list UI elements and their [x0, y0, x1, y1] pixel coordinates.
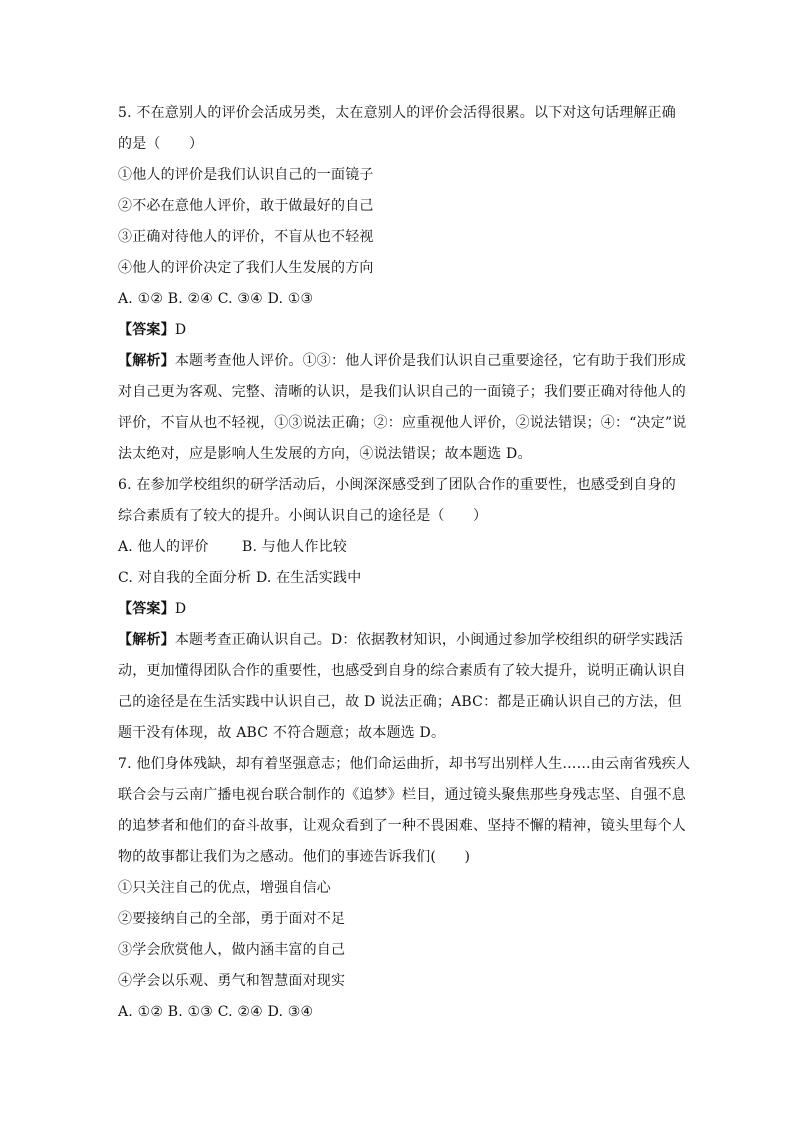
answer-tag: 【答案】	[118, 322, 175, 338]
question-5-stem-line2: 的是（ ）	[118, 136, 204, 152]
question-6	[118, 470, 686, 749]
question-6-stem-line1: 6. 在参加学校组织的研学活动后，小闽深深感受到了团队合作的重要性，也感受到自身的	[118, 477, 677, 493]
question-6-analysis-line1	[118, 625, 684, 656]
question-7-item-2: ②要接纳自己的全部，勇于面对不足	[118, 911, 346, 927]
answer-tag: 【答案】	[118, 601, 175, 617]
question-6-stem-line2: 综合素质有了较大的提升。小闽认识自己的途径是（ ）	[118, 508, 488, 524]
question-5-item-2: ②不必在意他人评价，敢于做最好的自己	[118, 198, 374, 214]
question-7-item-3: ③学会欣赏他人，做内涵丰富的自己	[118, 942, 346, 958]
question-7-item-4: ④学会以乐观、勇气和智慧面对现实	[118, 973, 346, 989]
question-5-options: A. ①② B. ②④ C. ③④ D. ①③	[118, 291, 314, 307]
analysis-text: 本题考查正确认识自己。D：依据教材知识，小闽通过参加学校组织的研学实践活	[174, 632, 684, 648]
question-7-stem-line3: 的追梦者和他们的奋斗故事，让观众看到了一种不畏困难、坚持不懈的精神，镜头里每个人	[118, 818, 686, 834]
question-5-item-4: ④他人的评价决定了我们人生发展的方向	[118, 260, 374, 276]
answer-value: D	[174, 601, 187, 617]
question-6-options-cd: C. 对自我的全面分析 D. 在生活实践中	[118, 570, 362, 586]
option-a: A. 他人的评价	[118, 539, 209, 555]
question-7-options: A. ①② B. ①③ C. ②④ D. ③④	[118, 1004, 314, 1020]
question-7-item-1: ①只关注自己的优点，增强自信心	[118, 880, 331, 896]
answer-value: D	[174, 322, 187, 338]
question-5	[118, 98, 687, 470]
question-5-analysis-line3: 评价，不盲从也不轻视，①③说法正确；②：应重视他人评价，②说法错误；④：“决定”说	[118, 415, 687, 431]
analysis-text: 本题考查他人评价。①③：他人评价是我们认识自己重要途径，它有助于我们形成	[174, 353, 687, 369]
question-6-answer-line	[118, 594, 680, 625]
question-5-analysis-line4: 法太绝对，应是影响人生发展的方向，④说法错误；故本题选 D。	[118, 446, 532, 462]
question-5-item-1: ①他人的评价是我们认识自己的一面镜子	[118, 167, 374, 183]
question-6-options-ab	[118, 532, 680, 563]
question-5-answer-line	[118, 315, 680, 346]
question-7	[118, 749, 691, 1028]
question-7-stem-line1: 7. 他们身体残缺，却有着坚强意志；他们命运曲折，却书写出别样人生……由云南省残疾人	[118, 756, 691, 772]
document-page	[118, 98, 691, 1028]
question-5-analysis-line1	[118, 346, 687, 377]
question-5-stem-line1: 5. 不在意别人的评价会活成另类，太在意别人的评价会活得很累。以下对这句话理解正确	[118, 105, 677, 121]
question-6-analysis-line3: 己的途径是在生活实践中认识自己，故 D 说法正确；ABC：都是正确认识自己的方法，但	[118, 694, 682, 710]
question-5-item-3: ③正确对待他人的评价，不盲从也不轻视	[118, 229, 374, 245]
question-7-stem-line2: 联合会与云南广播电视台联合制作的《追梦》栏目，通过镜头聚焦那些身残志坚、自强不息	[118, 787, 686, 803]
question-5-analysis-line2: 对自己更为客观、完整、清晰的认识，是我们认识自己的一面镜子；我们要正确对待他人的	[118, 384, 686, 400]
analysis-tag: 【解析】	[118, 632, 175, 648]
question-6-analysis-line2: 动，更加懂得团队合作的重要性，也感受到自身的综合素质有了较大提升，说明正确认识自	[118, 663, 686, 679]
question-6-analysis-line4: 题干没有体现，故 ABC 不符合题意；故本题选 D。	[118, 725, 446, 741]
option-b: B. 与他人作比较	[242, 539, 347, 555]
question-7-stem-line4: 物的故事都让我们为之感动。他们的事迹告诉我们( )	[118, 849, 471, 865]
analysis-tag: 【解析】	[118, 353, 175, 369]
